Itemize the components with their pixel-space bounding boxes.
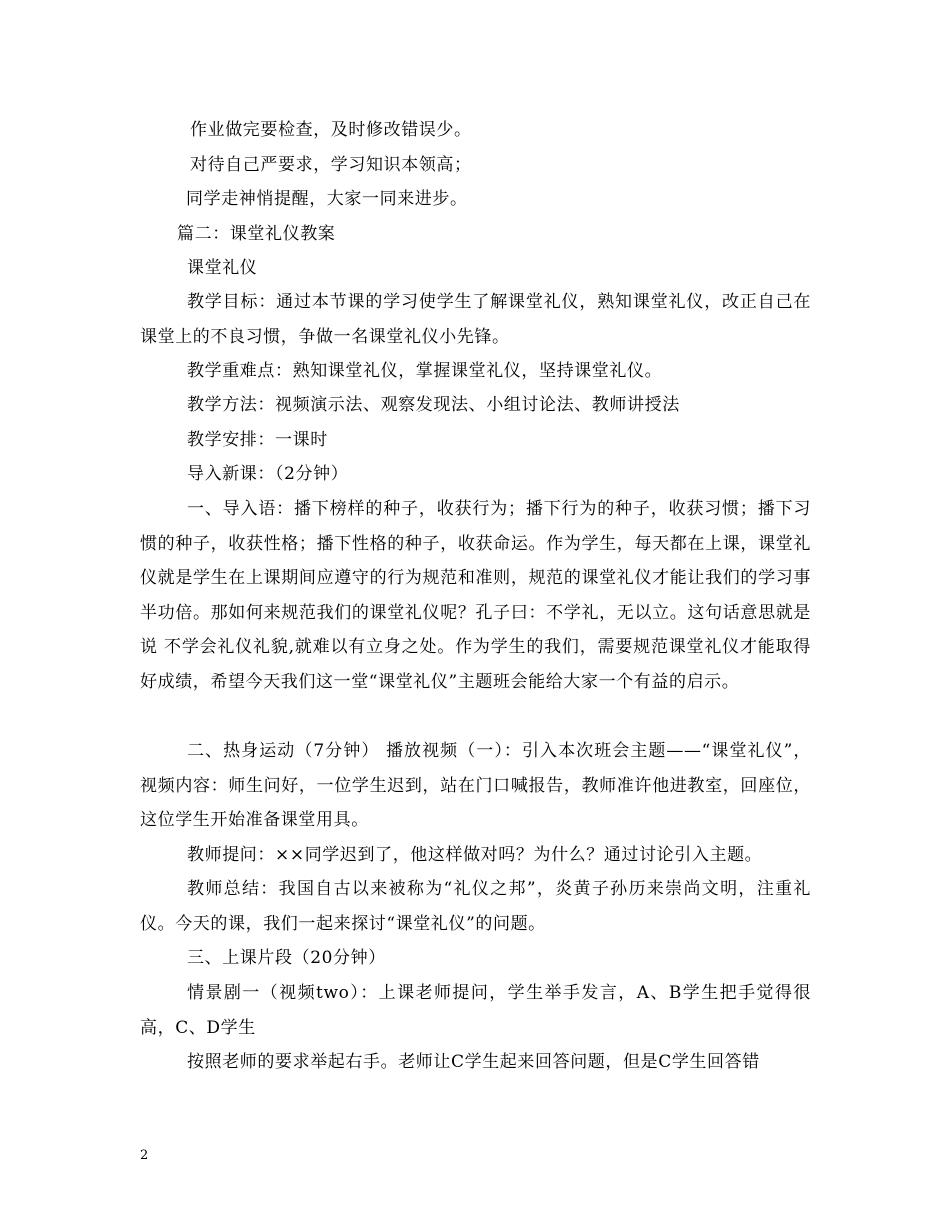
introduction-heading: 导入新课：（2分钟）: [187, 464, 349, 484]
teaching-methods-paragraph: 教学方法：视频演示法、观察发现法、小组讨论法、教师讲授法: [187, 395, 680, 415]
scenario-continuation-paragraph: 按照老师的要求举起右手。老师让C学生起来回答问题，但是C学生回答错: [187, 1052, 760, 1072]
class-segment-heading: 三、上课片段（20分钟）: [187, 948, 386, 968]
text-line-1: 作业做完要检查，及时修改错误少。: [190, 120, 472, 140]
text-line-2: 对待自己严要求，学习知识本领高；: [190, 155, 472, 175]
section-heading: 篇二：课堂礼仪教案: [177, 224, 336, 244]
text-line-3: 同学走神悄提醒，大家一同来进步。: [186, 189, 468, 209]
scenario-one-paragraph: 情景剧一（视频two）：上课老师提问，学生举手发言，A、B学生把手觉得很高，C、D学生: [140, 983, 811, 1038]
key-difficulties-paragraph: 教学重难点：熟知课堂礼仪，掌握课堂礼仪，坚持课堂礼仪。: [187, 361, 663, 381]
lesson-title: 课堂礼仪: [187, 258, 258, 278]
teacher-summary-paragraph: 教师总结：我国自古以来被称为“礼仪之邦”，炎黄子孙历来崇尚文明，注重礼仪。今天的课，我们一起来探讨“课堂礼仪”的问题。: [140, 879, 811, 934]
teaching-schedule-paragraph: 教学安排：一课时: [187, 430, 328, 450]
warm-up-paragraph: 二、热身运动（7分钟） 播放视频（一）：引入本次班会主题——“课堂礼仪”， 视频内容：师生问好，一位学生迟到，站在门口喊报告，教师准许他进教室，回座位，这位学生开始准备课堂用具。: [140, 741, 811, 831]
teaching-objectives-paragraph: 教学目标：通过本节课的学习使学生了解课堂礼仪，熟知课堂礼仪，改正自己在课堂上的不良习惯，争做一名课堂礼仪小先锋。: [140, 292, 811, 347]
page-number: 2: [140, 1148, 149, 1163]
teacher-question-paragraph: 教师提问：××同学迟到了，他这样做对吗？为什么？通过讨论引入主题。: [187, 845, 763, 865]
introduction-paragraph: 一、导入语：播下榜样的种子，收获行为；播下行为的种子，收获习惯；播下习惯的种子，收获性格；播下性格的种子，收获命运。作为学生，每天都在上课，课堂礼仪就是学生在上课期间应遵守的行为规范和准则，规范的课堂礼仪才能让我们的学习事半功倍。那如何来规范我们的课堂礼仪呢？孔子曰：不学礼，无以立。这句话意思就是说 不学会礼仪礼貌,就难以有立身之处。作为学生的我们，需要规范课堂礼仪才能取得好成绩，希望今天我们这一堂“课堂礼仪”主题班会能给大家一个有益的启示。: [140, 499, 811, 692]
